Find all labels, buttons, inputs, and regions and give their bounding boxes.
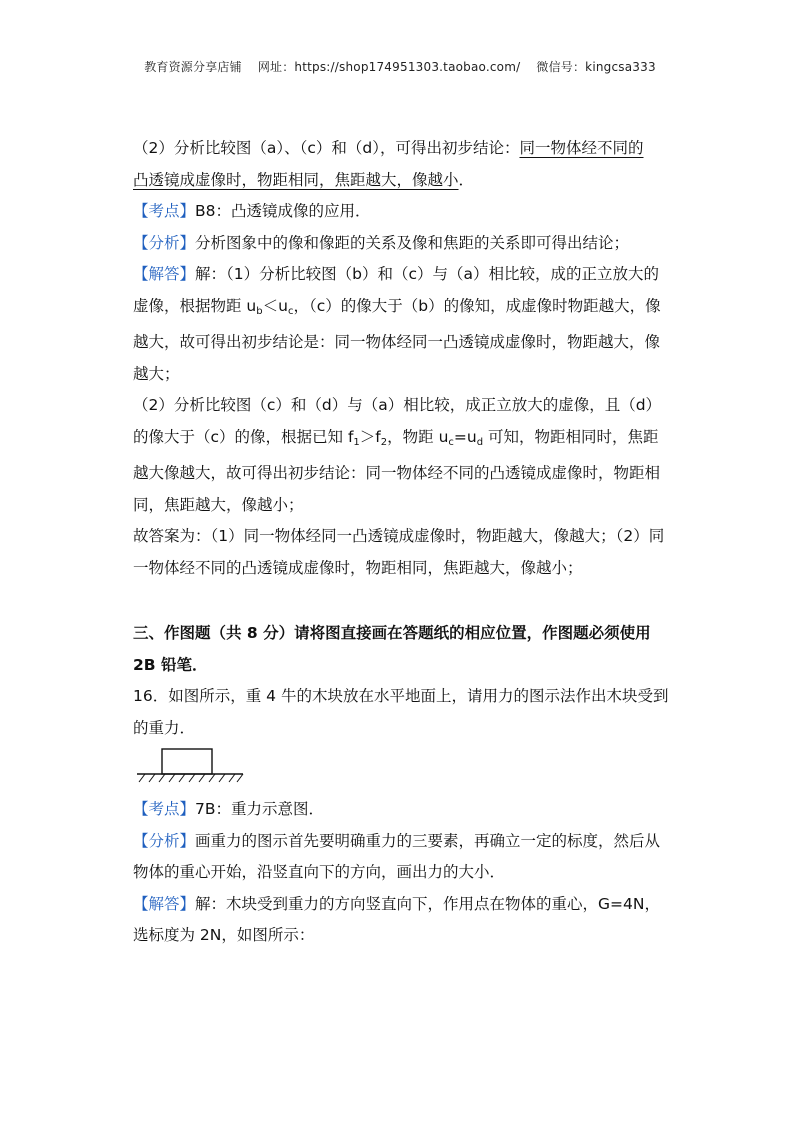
section3-title: 三、作图题（共 8 分）请将图直接画在答题纸的相应位置，作图题必须使用 2B 铅笔． (133, 624, 651, 674)
document-body (133, 133, 673, 952)
q15-part2-answer-2: 凸透镜成虚像时，物距相同，焦距越大，像越小 (133, 170, 459, 189)
q16-kaodian-tag: 【考点】 (133, 800, 196, 818)
q16-question: 16．如图所示，重 4 牛的木块放在水平地面上，请用力的图示法作出木块受到的重力． (133, 687, 669, 737)
q15-part2 (133, 133, 673, 196)
q16-fenxi (133, 826, 673, 889)
ground-hatching (139, 774, 243, 782)
q16-jieda-tag: 【解答】 (133, 894, 196, 913)
jieda-2b: ，物距 u (387, 427, 449, 446)
sub-b: b (256, 305, 263, 317)
sub-uc: c (448, 436, 454, 448)
header-shop: 教育资源分享店铺 (144, 60, 242, 74)
q15-fenxi (133, 228, 673, 260)
jieda-2a: （2）分析比较图（c）和（d）与（a）相比较，成正立放大的虚像，且（d）的像大于（c）的像，根据已知 f (133, 396, 662, 446)
jieda-2-eq: =u (453, 427, 477, 446)
spacer (133, 584, 673, 600)
block-on-ground-diagram (135, 746, 255, 790)
page-header (0, 58, 800, 75)
fenxi-text: 分析图象中的像和像距的关系及像和焦距的关系即可得出结论； (195, 233, 630, 252)
q15-part2-suffix: ． (458, 170, 475, 189)
jieda-1b: ，（c）的像大于（b）的像知，成虚像时物距越大，像越大，故可得出初步结论是：同一物体经同一凸透镜成虚像时，物距越大，像越大； (133, 296, 661, 383)
jieda-tag: 【解答】 (133, 265, 196, 283)
header-url: 网址：https://shop174951303.taobao.com/ (257, 60, 521, 74)
q16-kaodian (133, 794, 673, 826)
kaodian-text: B8：凸透镜成像的应用． (195, 202, 371, 220)
q15-part2-answer-1: 同一物体经不同的 (519, 139, 644, 157)
block-on-ground-figure (133, 744, 673, 794)
q15-jieda-1 (133, 259, 673, 390)
header-wechat: 微信号：kingcsa333 (536, 60, 656, 74)
sub-2: 2 (380, 436, 388, 448)
q16-jieda (133, 889, 673, 952)
q16-fenxi-tag: 【分析】 (133, 831, 196, 850)
q15-kaodian (133, 196, 673, 228)
sub-1: 1 (353, 436, 360, 448)
jieda-1a: 解：（1）分析比较图（b）和（c）与（a）相比较，成的正立放大的虚像，根据物距 u (133, 265, 659, 315)
kaodian-tag: 【考点】 (133, 202, 196, 220)
q15-answer-summary: 故答案为：（1）同一物体经同一凸透镜成虚像时，物距越大，像越大；（2）同一物体经不同的凸透镜成虚像时，物距相同，焦距越大，像越小； (133, 527, 665, 577)
q15-part2-prefix: （2）分析比较图（a）、（c）和（d），可得出初步结论： (133, 139, 520, 157)
jieda-2-gt: ＞f (359, 427, 381, 446)
q16-jieda-text: 解：木块受到重力的方向竖直向下，作用点在物体的重心，G=4N，选标度为 2N，如图所示： (133, 894, 660, 944)
q15-jieda-2 (133, 390, 673, 521)
jieda-1-lt: ＜u (262, 296, 288, 315)
fenxi-tag: 【分析】 (133, 233, 196, 252)
q16-fenxi-text: 画重力的图示首先要明确重力的三要素，再确立一定的标度，然后从物体的重心开始，沿竖直向下的方向，画出力的大小． (133, 831, 661, 881)
sub-c: c (287, 305, 294, 317)
jieda-2c: 可知，物距相同时，焦距越大像越大，故可得出初步结论：同一物体经不同的凸透镜成虚像时，物距相同，焦距越大，像越小； (133, 427, 661, 514)
q16-kaodian-text: 7B：重力示意图． (195, 800, 325, 818)
sub-ud: d (476, 436, 484, 448)
wooden-block (162, 749, 212, 774)
